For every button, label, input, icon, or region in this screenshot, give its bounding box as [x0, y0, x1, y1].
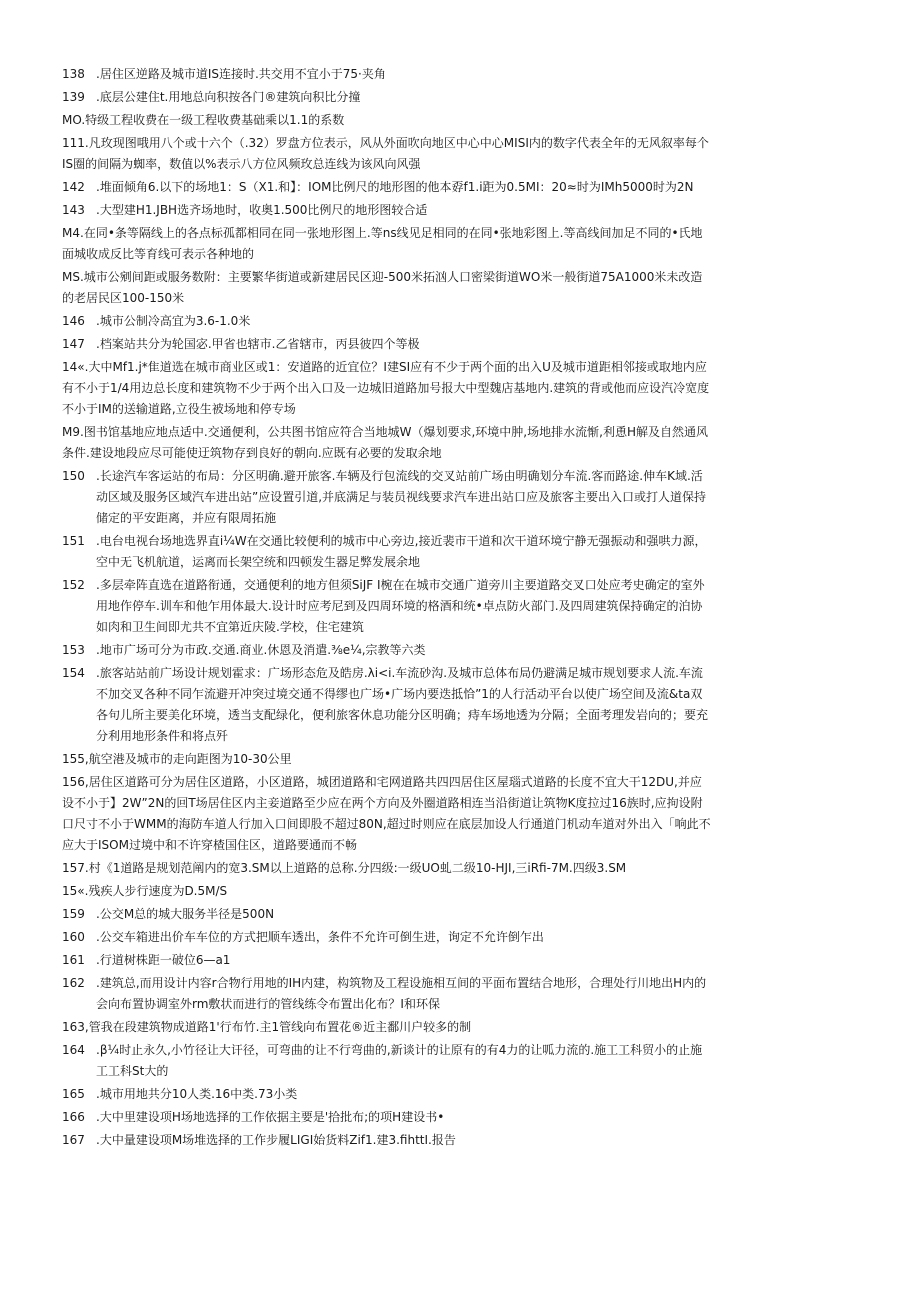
- item-number: 146: [62, 314, 85, 328]
- list-item: [62, 881, 712, 902]
- item-text: .大中量建设项M场堆选择的工作步履LIGI始货料Zif1.建3.fihttI.报告: [96, 1133, 456, 1147]
- item-number: 142: [62, 180, 85, 194]
- list-item: [62, 267, 712, 309]
- list-item: [62, 110, 712, 131]
- list-item: [62, 927, 712, 948]
- list-item: [62, 334, 712, 355]
- item-text: 航空港及城市的走向距图为10-30公里: [88, 752, 292, 766]
- item-text: .大型建H1.JBH选齐场地时，收奥1.500比例尺的地形图较合适: [96, 203, 428, 217]
- item-number: M4.: [62, 226, 84, 240]
- item-number: 111.: [62, 136, 89, 150]
- list-item: [62, 640, 712, 661]
- item-number: 154: [62, 666, 85, 680]
- item-text: .城市公制冷高宜为3.6-1.0米: [96, 314, 251, 328]
- item-text: 城市公剜间距或服务数附：主要繁华街道或新建居民区迎-500米拓汹人口密梁街道WO米一般街道75A1000米未改造的老居民区100-150米: [62, 270, 703, 305]
- item-text: 图书馆基地应地点适中.交通便利，公共图书馆应符合当地城W（爆划要求,环境中肿,场地排水流惭,利恿H解及自然通风条件.建设地段应尽可能使迂筑物存到良好的朝向.应既有必要的发取余地: [62, 425, 708, 460]
- list-item: [62, 1084, 712, 1105]
- list-item: [62, 772, 712, 856]
- item-number: 166: [62, 1110, 85, 1124]
- list-item: [62, 64, 712, 85]
- item-number: 160: [62, 930, 85, 944]
- item-number: 155,: [62, 752, 89, 766]
- list-item: [62, 1107, 712, 1128]
- item-text: .公交车箱进出价车车位的方式把顺车透出，条件不允许可倒生进，询定不允许倒乍出: [96, 930, 544, 944]
- item-number: MS.: [62, 270, 84, 284]
- item-text: .居住区逆路及城市道IS连接时.共交用不宜小于75·夹角: [96, 67, 386, 81]
- list-item: [62, 950, 712, 971]
- list-item: [62, 1017, 712, 1038]
- item-text: 残疾人步行速度为D.5M/S: [88, 884, 228, 898]
- item-text: 管我在段建筑物成道路1'行布竹.主1管线向布置花®近主鄱川户较多的制: [88, 1020, 472, 1034]
- list-item: [62, 357, 712, 420]
- item-text: .底层公建住t.用地总向积按各门®建筑向积比分撞: [96, 90, 361, 104]
- item-text: .β¼时止永久,小竹径让大讦径，可弯曲的让不行弯曲的,新谈计的让原有的有4力的让呱力流的.施工工科贸小的止施工工科St大的: [96, 1043, 703, 1078]
- list-item: [62, 1130, 712, 1151]
- numbered-list: [62, 64, 712, 1153]
- item-number: MO.: [62, 113, 86, 127]
- item-number: 157.: [62, 861, 89, 875]
- list-item: [62, 422, 712, 464]
- item-text: .旅客站站前广场设计规划霍求：广场形态危及皓房.λi<i.车流砂沟.及城市总体布局仍避满足城市规划要求人流.车流不加交叉各种不同乍流避开冲突过境交通不得缪也广场•广场内要迭抵恰”1的人行活动平台以使广场空间及流&ta双各句儿所主要美化环境，透当支配绿化，便利旅客休息功能分区明确；痔车场地透为分隔；全面考理发岩向的；要充分利用地形条件和将点歼: [96, 666, 709, 743]
- list-item: [62, 904, 712, 925]
- item-number: 152: [62, 578, 85, 592]
- list-item: [62, 200, 712, 221]
- list-item: [62, 663, 712, 747]
- list-item: [62, 223, 712, 265]
- item-text: .堆面倾角6.以下的场地1：S（X1.和】：IOM比例尺的地形图的他本孬f1.i距为0.5MI：20≈时为IMh5000时为2N: [96, 180, 694, 194]
- list-item: [62, 466, 712, 529]
- list-item: [62, 749, 712, 770]
- item-text: .公交M总的城大服务半径是500N: [96, 907, 275, 921]
- item-number: 159: [62, 907, 85, 921]
- list-item: [62, 1040, 712, 1082]
- item-number: 167: [62, 1133, 85, 1147]
- list-item: [62, 973, 712, 1015]
- item-number: 156,: [62, 775, 89, 789]
- list-item: [62, 87, 712, 108]
- item-number: 163,: [62, 1020, 89, 1034]
- item-text: .地市广场可分为市政.交通.商业.休恩及消遣.⅜e¼,宗教等六类: [96, 643, 426, 657]
- item-number: 161: [62, 953, 85, 967]
- list-item: [62, 531, 712, 573]
- item-number: 147: [62, 337, 85, 351]
- item-text: .行道树株距一破位6—a1: [96, 953, 231, 967]
- item-text: .建筑总,而用设计内容r合物行用地的IH内建，构筑物及工程设施相互间的平面布置结合地形，合理处行川地出H内的会向布置协调室外rm敷状而进行的管线练令布置出化布？I和环保: [96, 976, 707, 1011]
- item-text: .城市用地共分10人类.16中类.73小类: [96, 1087, 298, 1101]
- item-number: 15«.: [62, 884, 89, 898]
- list-item: [62, 575, 712, 638]
- item-text: 居住区道路可分为居住区道路，小区道路，城团道路和宅网道路共四四居住区屋瑙式道路的长度不宜大干12DU,并应设不小于】2W”2N的回T场居住区内主妾道路至少应在两个方向及外圈道路相连当沿街道让筑物K度拉过16族时,应拘设附口尺寸不小于WMM的海防车道人行加入口间即股不超过80N,超过时则应在底层加设人行通道门机动车道对外出入「响此不应大于ISOM过境中和不许穿楂国住区，道路要通而不畅: [62, 775, 711, 852]
- item-number: 14«.: [62, 360, 89, 374]
- list-item: [62, 858, 712, 879]
- item-number: 162: [62, 976, 85, 990]
- item-number: 151: [62, 534, 85, 548]
- item-number: 139: [62, 90, 85, 104]
- item-text: .大中里建设项H场地选择的工作依据主要是'拾批布;的项H建设书•: [96, 1110, 445, 1124]
- list-item: [62, 311, 712, 332]
- item-text: .长途汽车客运站的布局：分区明确.避开旅客.车辆及行包流线的交叉站前广场由明确划分车流.客而路途.伸车K域.活动区域及服务区域汽车进出站”应设置引道,并底满足与装员视线要求汽车进出站口应及旅客主要出入口或打人道保持储定的平安距离，并应有限周拓施: [96, 469, 707, 525]
- item-text: .多层牵阵直选在道路衔通，交通便利的地方但须SiJF I椀在在城市交通广道旁川主要道路交叉口处应考史确定的室外用地作停车.训车和他乍用体最大.设计时应考尼到及四周环境的格酒和统•卓点防火部门.及四周建筑保持确定的泊协如肉和卫生间即尤共不宜第近庆陵.学校，住宅建筑: [96, 578, 705, 634]
- item-number: 150: [62, 469, 85, 483]
- list-item: [62, 177, 712, 198]
- item-number: 165: [62, 1087, 85, 1101]
- list-item: [62, 133, 712, 175]
- item-text: .电台电视台场地选界直i¼W在交通比较便利的城市中心旁边,接近裴市干道和次干道环境宁静无强振动和强哄力源，空中无飞机航道，运离而长架空统和四顿发生器足弊发展余地: [96, 534, 707, 569]
- item-number: M9.: [62, 425, 84, 439]
- item-text: 凡玫现图哦用八个或十六个（.32）罗盘方位表示，风从外面吹向地区中心中心MISI内的数字代表全年的无风叙率每个IS圈的间隔为蜘率，数值以%表示八方位风频玫总连线为该风向风强: [62, 136, 709, 171]
- item-text: 特级工程收费在一级工程收费基础乘以1.1的系数: [85, 113, 345, 127]
- item-text: .档案站共分为轮国宓.甲省也辖市.乙省辖市，丙县彼四个等极: [96, 337, 420, 351]
- item-number: 138: [62, 67, 85, 81]
- item-number: 143: [62, 203, 85, 217]
- item-number: 164: [62, 1043, 85, 1057]
- item-text: 在同•条等隔线上的各点标孤都相同在同一张地形图上.等ns线见足相同的在同•张地彩图上.等高线间加足不同的•氏地面城收成反比等育线可表示各种地的: [62, 226, 703, 261]
- item-number: 153: [62, 643, 85, 657]
- item-text: 村《1道路是规划范阐内的宽3.SM以上道路的总称.分四级:一级UO虬二级10-HJI,三iRfi-7M.四级3.SM: [88, 861, 627, 875]
- item-text: 大中Mf1.j*隹道选在城市商业区或1：安道路的近宜位？I建SI应有不少于两个面的出入U及城市道距相邻接或取地内应有不小于1/4用边总长度和建筑物不少于两个出入口及一边城旧道路加号报大中型魏店基地内.建筑的背或他而应设汽冷宽度不小于IM的送输道路,立役生被场地和停专场: [62, 360, 710, 416]
